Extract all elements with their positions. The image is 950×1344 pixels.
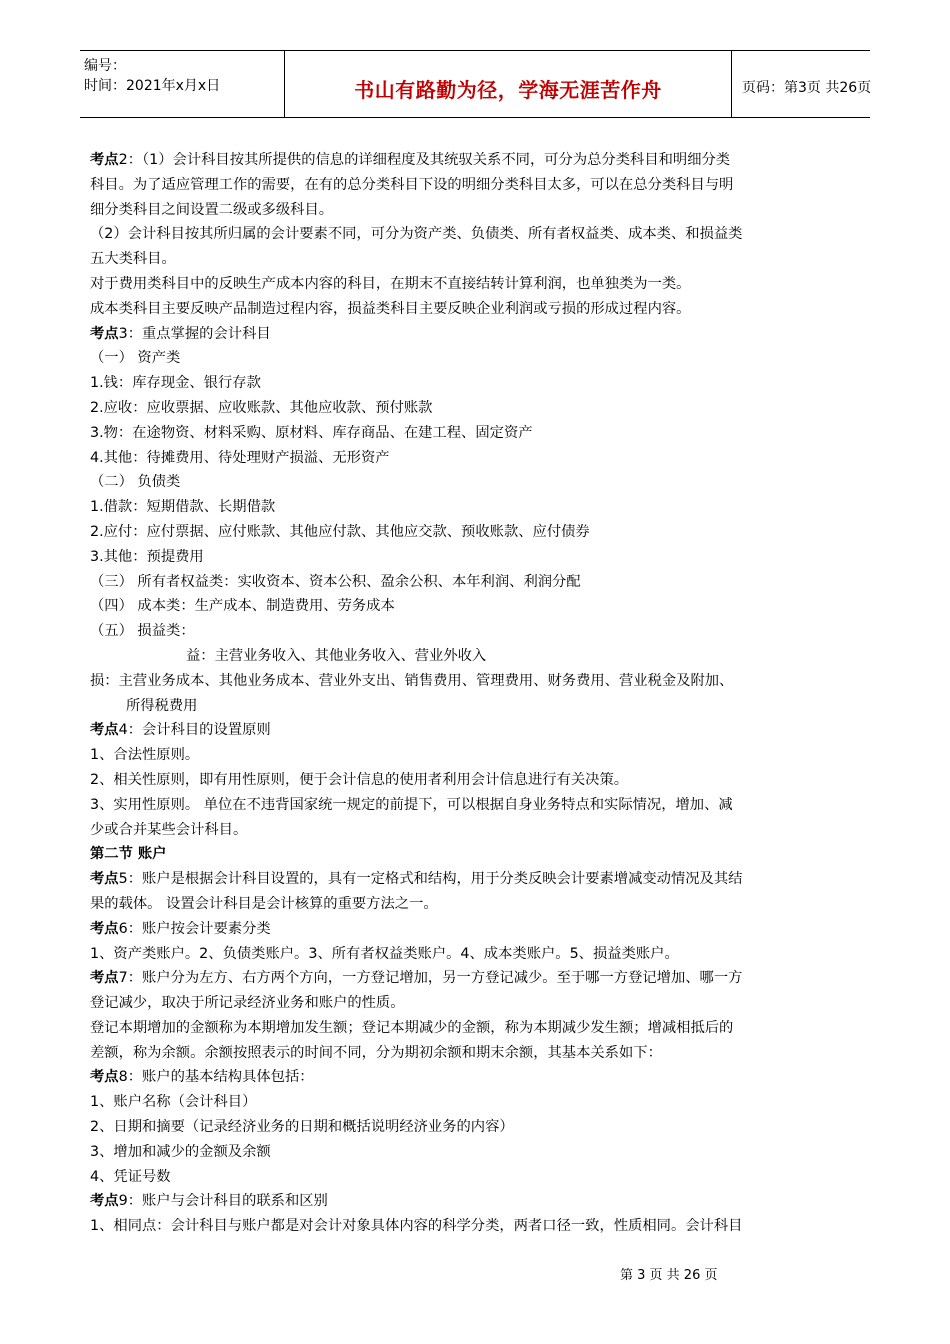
line-text: 少或合并某些会计科目。 <box>90 821 248 838</box>
text-line <box>90 743 860 768</box>
text-line <box>90 768 860 793</box>
text-line <box>90 297 860 322</box>
line-text: 登记减少，取决于所记录经济业务和账户的性质。 <box>90 995 405 1012</box>
line-text: 果的载体。 设置会计科目是会计核算的重要方法之一。 <box>90 895 438 912</box>
line-text: （四） 成本类：生产成本、制造费用、劳务成本 <box>90 598 395 615</box>
page-footer: 第 3 页 共 26 页 <box>620 1268 718 1283</box>
line-text: 3.其他：预提费用 <box>90 548 204 565</box>
bold-label: 第二节 账户 <box>90 846 167 863</box>
text-line <box>90 446 860 471</box>
text-line <box>90 495 860 520</box>
page-header <box>80 50 870 118</box>
bold-label: 考点 <box>90 871 119 888</box>
line-text: （三） 所有者权益类：实收资本、资本公积、盈余公积、本年利润、利润分配 <box>90 573 581 590</box>
text-line <box>90 322 860 347</box>
line-text: 差额，称为余额。余额按照表示的时间不同，分为期初余额和期末余额，其基本关系如下： <box>90 1044 662 1061</box>
line-text: 科目。为了适应管理工作的需要，在有的总分类科目下设的明细分类科目太多，可以在总分类科目与明 <box>90 176 734 193</box>
line-text: 登记本期增加的金额称为本期增加发生额；登记本期减少的金额，称为本期减少发生额；增减相抵后的 <box>90 1019 734 1036</box>
time-label: 时间：2021年x月x日 <box>84 78 221 94</box>
header-left-cell <box>80 51 284 117</box>
text-line <box>90 371 860 396</box>
line-text: 7：账户分为左方、右方两个方向，一方登记增加，另一方登记减少。至于哪一方登记增加、哪一方 <box>118 970 743 987</box>
bold-label: 考点 <box>90 722 119 739</box>
line-text: 3、实用性原则。 单位在不违背国家统一规定的前提下，可以根据自身业务特点和实际情况，增加、减 <box>90 796 733 813</box>
bold-label: 考点 <box>90 920 119 937</box>
header-motto: 书山有路勤为径，学海无涯苦作舟 <box>354 78 662 102</box>
text-line <box>90 346 860 371</box>
line-text: 所得税费用 <box>126 697 198 714</box>
text-line <box>90 818 860 843</box>
bold-label: 考点 <box>90 1193 119 1210</box>
line-text: 成本类科目主要反映产品制造过程内容，损益类科目主要反映企业利润或亏损的形成过程内容。 <box>90 300 691 317</box>
text-line <box>90 942 860 967</box>
line-text: 2.应收：应收票据、应收账款、其他应收款、预付账款 <box>90 399 433 416</box>
text-line <box>90 594 860 619</box>
line-text: 对于费用类科目中的反映生产成本内容的科目，在期末不直接结转计算利润，也单独类为一类。 <box>90 275 691 292</box>
line-text: （2）会计科目按其所归属的会计要素不同，可分为资产类、负债类、所有者权益类、成本类、和损益类 <box>90 226 743 243</box>
line-text: （二） 负债类 <box>90 474 181 491</box>
line-text: 2、相关性原则，即有用性原则，便于会计信息的使用者利用会计信息进行有关决策。 <box>90 771 629 788</box>
text-line <box>90 198 860 223</box>
bold-label: 考点 <box>90 1069 119 1086</box>
text-line <box>90 1041 860 1066</box>
text-line <box>90 1065 860 1090</box>
line-text: 2.应付：应付票据、应付账款、其他应付款、其他应交款、预收账款、应付债券 <box>90 523 590 540</box>
line-text: 1、合法性原则。 <box>90 747 200 764</box>
text-line <box>90 892 860 917</box>
line-text: 4.其他：待摊费用、待处理财产损溢、无形资产 <box>90 449 390 466</box>
text-line <box>90 1140 860 1165</box>
text-line <box>90 1115 860 1140</box>
text-line <box>90 1090 860 1115</box>
bold-label: 考点 <box>90 152 119 168</box>
text-line <box>90 148 860 173</box>
serial-number-label: 编号： <box>84 58 126 74</box>
page-code-label: 页码：第3页 共26页 <box>742 80 872 96</box>
line-text: 9：账户与会计科目的联系和区别 <box>118 1193 328 1210</box>
text-line <box>90 1214 860 1239</box>
text-line <box>90 966 860 991</box>
text-line <box>90 247 860 272</box>
text-line <box>90 917 860 942</box>
text-line <box>90 1016 860 1041</box>
line-text: 3：重点掌握的会计科目 <box>118 325 271 342</box>
text-line <box>90 520 860 545</box>
bold-label: 考点 <box>90 325 119 342</box>
line-text: 5：账户是根据会计科目设置的，具有一定格式和结构，用于分类反映会计要素增减变动情况及其结 <box>118 871 743 888</box>
text-line <box>90 867 860 892</box>
line-text: 4：会计科目的设置原则 <box>118 722 271 739</box>
text-line <box>90 470 860 495</box>
line-text: 6：账户按会计要素分类 <box>118 920 271 937</box>
text-line <box>90 570 860 595</box>
line-text: 益：主营业务收入、其他业务收入、营业外收入 <box>186 647 487 664</box>
header-middle-cell <box>284 51 732 117</box>
document-body <box>90 148 860 1239</box>
line-text: 1.借款：短期借款、长期借款 <box>90 499 276 516</box>
line-text: （一） 资产类 <box>90 350 181 367</box>
text-line <box>90 991 860 1016</box>
line-text: 1、账户名称（会计科目） <box>90 1094 257 1111</box>
text-line <box>90 396 860 421</box>
line-text: 1、资产类账户。2、负债类账户。3、所有者权益类账户。4、成本类账户。5、损益类账户。 <box>90 945 679 962</box>
text-line <box>90 793 860 818</box>
line-text: 4、凭证号数 <box>90 1168 171 1185</box>
text-line <box>90 619 860 644</box>
line-text: 2、日期和摘要（记录经济业务的日期和概括说明经济业务的内容） <box>90 1119 514 1136</box>
line-text: 损：主营业务成本、其他业务成本、营业外支出、销售费用、管理费用、财务费用、营业税金及附加、 <box>90 672 734 689</box>
text-line <box>90 669 860 694</box>
text-line <box>90 173 860 198</box>
text-line <box>90 644 860 669</box>
text-line <box>90 1165 860 1190</box>
line-text: 1、相同点：会计科目与账户都是对会计对象具体内容的科学分类，两者口径一致，性质相同。会计科目 <box>90 1218 743 1235</box>
line-text: 3.物：在途物资、材料采购、原材料、库存商品、在建工程、固定资产 <box>90 424 533 441</box>
line-text: 1.钱：库存现金、银行存款 <box>90 375 261 392</box>
text-line <box>90 272 860 297</box>
text-line <box>90 842 860 867</box>
text-line <box>90 718 860 743</box>
line-text: 五大类科目。 <box>90 251 176 268</box>
text-line <box>90 694 860 719</box>
bold-label: 考点 <box>90 970 119 987</box>
line-text: 3、增加和减少的金额及余额 <box>90 1143 271 1160</box>
line-text: 8：账户的基本结构具体包括： <box>118 1069 314 1086</box>
text-line <box>90 222 860 247</box>
text-line <box>90 1189 860 1214</box>
line-text: 细分类科目之间设置二级或多级科目。 <box>90 201 334 218</box>
text-line <box>90 545 860 570</box>
text-line <box>90 421 860 446</box>
line-text: 2：（1）会计科目按其所提供的信息的详细程度及其统驭关系不同，可分为总分类科目和明细分类 <box>118 152 731 168</box>
line-text: （五） 损益类： <box>90 623 195 640</box>
header-right-cell <box>730 51 870 117</box>
